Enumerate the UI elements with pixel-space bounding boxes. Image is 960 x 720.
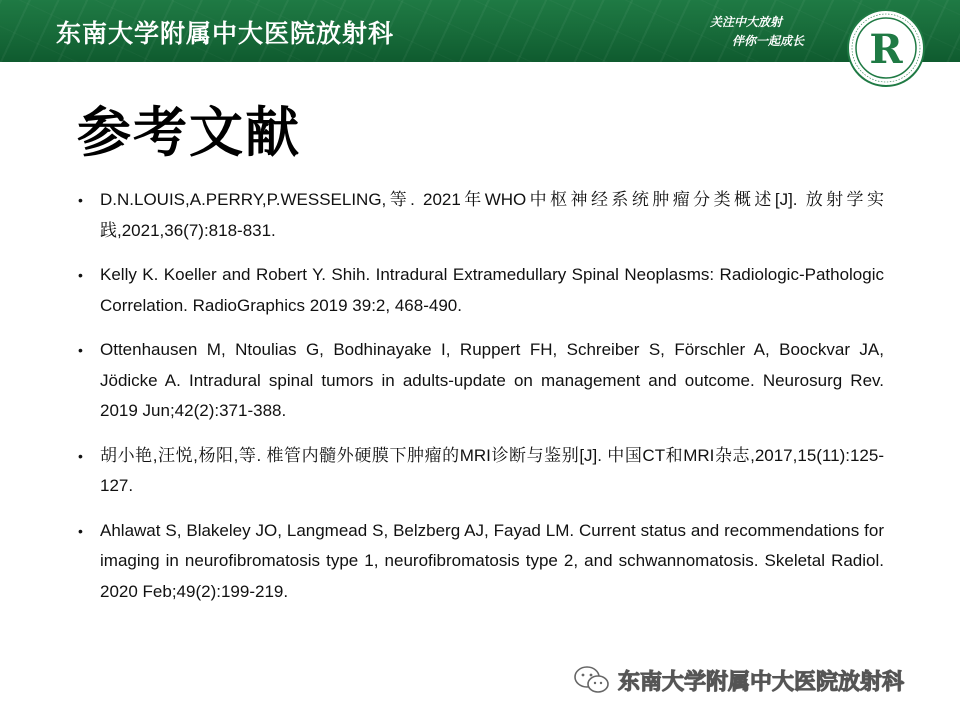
slogan xyxy=(710,13,804,51)
logo-letter: R xyxy=(869,26,903,73)
page-title: 参考文献 xyxy=(77,101,301,164)
wechat-icon xyxy=(572,664,612,696)
reference-item xyxy=(78,441,884,502)
slogan-line-2: 伴你一起成长 xyxy=(732,34,805,48)
bullet-icon: • xyxy=(78,522,83,539)
reference-item xyxy=(78,335,884,427)
reference-text: D.N.LOUIS,A.PERRY,P.WESSELING,等. 2021年WHO中枢神经系统肿瘤分类概述[J]. 放射学实践,2021,36(7):818-831. xyxy=(100,190,884,240)
reference-text: Ahlawat S, Blakeley JO, Langmead S, Belzberg AJ, Fayad LM. Current status and recommendations for imaging in neurofibromatosis type 1, neurofibromatosis type 2, and schwannomatosis. Skeletal Radiol. 2020 Feb;49(2):199-219. xyxy=(100,520,884,601)
slogan-line-1: 关注中大放射 xyxy=(710,15,783,29)
reference-text: Kelly K. Koeller and Robert Y. Shih. Intradural Extramedullary Spinal Neoplasms: Radiologic-Pathologic Correlation. RadioGraphics 2019 39:2, 468-490. xyxy=(100,265,884,315)
reference-item xyxy=(78,516,884,608)
bullet-icon: • xyxy=(78,342,83,358)
header-banner xyxy=(0,0,960,62)
reference-text: 胡小艳,汪悦,杨阳,等. 椎管内髓外硬膜下肿瘤的MRI诊断与鉴别[J]. 中国CT和MRI杂志,2017,15(11):125-127. xyxy=(100,445,884,495)
reference-text: Ottenhausen M, Ntoulias G, Bodhinayake I, Ruppert FH, Schreiber S, Förschler A, Boockvar JA, Jödicke A. Intradural spinal tumors in adults-update on management and outcome. Neurosurg Rev. 2019 Jun;42(2):371-388. xyxy=(100,340,884,420)
watermark-text: 东南大学附属中大医院放射科 xyxy=(618,669,905,695)
reference-list xyxy=(78,185,884,621)
bullet-icon: • xyxy=(78,192,83,208)
reference-item xyxy=(78,185,884,246)
watermark xyxy=(572,664,904,696)
bullet-icon: • xyxy=(78,447,83,464)
reference-item xyxy=(78,260,884,321)
bullet-icon: • xyxy=(78,267,83,283)
hospital-logo-icon xyxy=(846,8,926,88)
department-name: 东南大学附属中大医院放射科 xyxy=(56,19,395,48)
